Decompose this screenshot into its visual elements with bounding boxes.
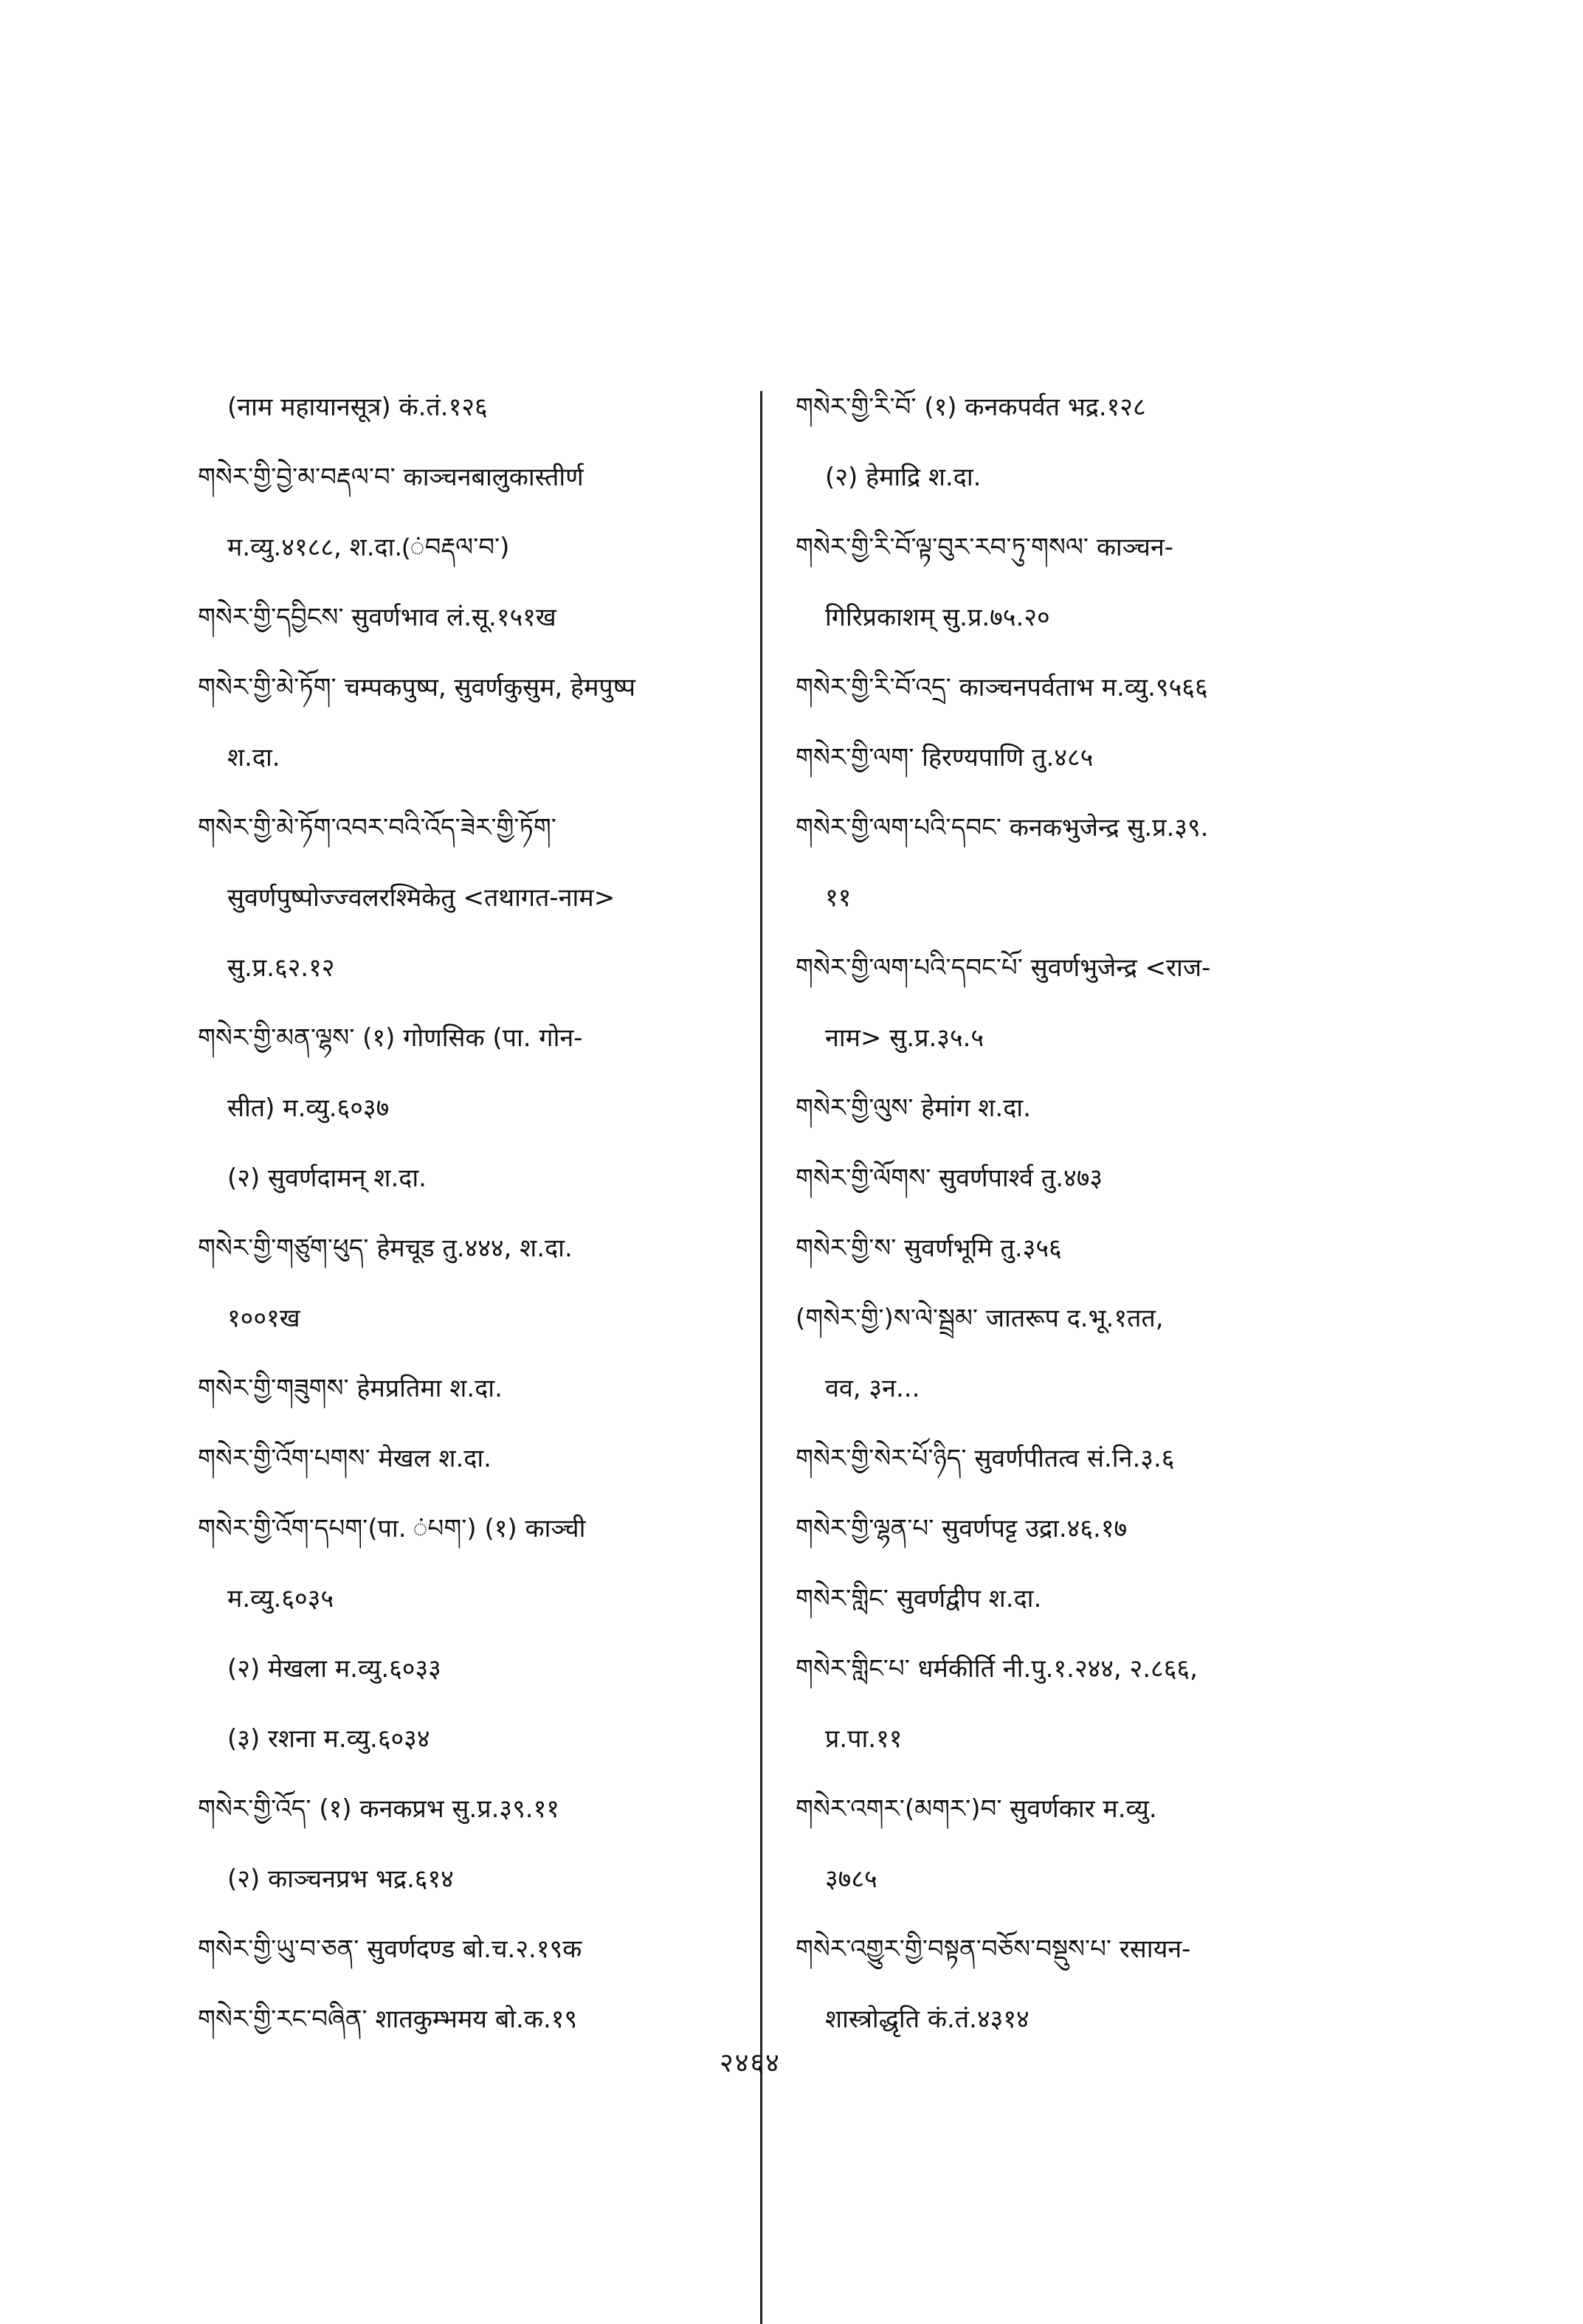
right-entry-line: གསེར་འགྱུར་གྱི་བསྟན་བཅོས་བསྡུས་པ་ रसायन-	[796, 1934, 1191, 1964]
left-entry-line: གསེར་གྱི་འོད་ (१) कनकप्रभ सु.प्र.३९.११	[198, 1794, 559, 1824]
right-column	[796, 373, 1386, 2055]
left-entry-line: གསེར་གྱི་མེ་ཏོག་འབར་བའི་འོད་ཟེར་གྱི་ཏོག་	[198, 813, 556, 843]
left-entry-line: श.दा.	[227, 743, 280, 772]
right-entry-line: वव, ३न...	[825, 1374, 920, 1403]
left-entry-line: གསེར་གྱི་མེ་ཏོག་ चम्पकपुष्प, सुवर्णकुसुम, हेमपुष्प	[198, 673, 636, 702]
left-entry-line: म.व्यु.६०३५	[227, 1584, 334, 1614]
left-entry-line: (नाम महायानसूत्र) कं.तं.१२६	[227, 392, 488, 422]
left-column	[198, 373, 759, 2055]
left-entry-line: (२) मेखला म.व्यु.६०३३	[227, 1654, 441, 1684]
left-entry-line: གསེར་གྱི་གཙུག་ཕུད་ हेमचूड तु.४४४, श.दा.	[198, 1234, 573, 1263]
right-entry-line: गिरिप्रकाशम् सु.प्र.७५.२०	[825, 603, 1050, 632]
right-entry-line: གསེར་གླིང་པ་ धर्मकीर्ति नी.पु.१.२४४, २.८६६,	[796, 1654, 1198, 1684]
right-entry-line: གསེར་གྱི་ལུས་ हेमांग श.दा.	[796, 1093, 1031, 1123]
left-entry-line: གསེར་གྱི་འོག་པགས་ मेखल श.दा.	[198, 1444, 492, 1473]
left-entry-line: (२) काञ्चनप्रभ भद्र.६१४	[227, 1864, 454, 1894]
left-entry-line: सीत) म.व्यु.६०३७	[227, 1093, 390, 1123]
left-entry-line: གསེར་གྱི་འོག་དཔག་(पा. ंཔག་) (१) काञ्ची	[198, 1514, 586, 1543]
right-entry-line: གསེར་གྱི་རི་བོ་འདྲ་ काञ्चनपर्वताभ म.व्यु.९५६६	[796, 673, 1208, 702]
right-entry-line: प्र.पा.११	[825, 1724, 903, 1754]
left-entry-line: सुवर्णपुष्पोज्ज्वलरश्मिकेतु <तथागत-नाम>	[227, 883, 615, 913]
left-entry-line: म.व्यु.४१८८, श.दा.(ंབརྡལ་བ་)	[227, 533, 510, 562]
left-entry-line: གསེར་གྱི་རང་བཞིན་ शातकुम्भमय बो.क.१९	[198, 2005, 578, 2034]
right-entry-line: གསེར་གྱི་རི་བོ་ (१) कनकपर्वत भद्र.१२८	[796, 392, 1146, 422]
right-entry-line: (གསེར་གྱི་)ས་ལེ་སྦྲམ་ जातरूप द.भू.१तत,	[796, 1304, 1164, 1333]
left-entry-line: གསེར་གྱི་ཡུ་བ་ཅན་ सुवर्णदण्ड बो.च.२.१९क	[198, 1934, 582, 1964]
right-entry-line: ११	[825, 883, 852, 913]
left-entry-line: གསེར་གྱི་གཟུགས་ हेमप्रतिमा श.दा.	[198, 1374, 503, 1403]
left-entry-line: सु.प्र.६२.१२	[227, 953, 335, 983]
page-number: २४६४	[720, 2048, 781, 2078]
left-entry-line: (२) सुवर्णदामन् श.दा.	[227, 1163, 427, 1193]
left-entry-line: १००१ख	[227, 1304, 300, 1333]
right-entry-line: གསེར་གྱི་ལོགས་ सुवर्णपार्श्व तु.४७३	[796, 1163, 1103, 1193]
right-entry-line: གསེར་གྱི་ལྷན་པ་ सुवर्णपट्ट उद्रा.४६.१७	[796, 1514, 1128, 1543]
column-divider	[760, 391, 762, 2324]
right-entry-line: གསེར་གྱི་སེར་པོ་ཉིད་ सुवर्णपीतत्व सं.नि.३.६	[796, 1444, 1175, 1473]
right-entry-line: གསེར་གྱི་ལག་པའི་དབང་པོ་ सुवर्णभुजेन्द्र <राज-	[796, 953, 1211, 983]
right-entry-line: གསེར་གྱི་ལག་ हिरण्यपाणि तु.४८५	[796, 743, 1094, 772]
right-entry-line: གསེར་གླིང་ सुवर्णद्वीप श.दा.	[796, 1584, 1042, 1614]
right-entry-line: གསེར་གྱི་རི་བོ་ལྟ་བུར་རབ་ཏུ་གསལ་ काञ्चन-	[796, 533, 1174, 562]
left-entry-line: གསེར་གྱི་དབྱིངས་ सुवर्णभाव लं.सू.१५१ख	[198, 603, 556, 632]
right-entry-line: नाम> सु.प्र.३५.५	[825, 1023, 984, 1053]
right-entry-line: शास्त्रोद्धृति कं.तं.४३१४	[825, 2005, 1030, 2034]
right-entry-line: གསེར་གྱི་ལག་པའི་དབང་ कनकभुजेन्द्र सु.प्र.३९.	[796, 813, 1209, 843]
left-entry-line: གསེར་གྱི་བྱེ་མ་བརྡལ་བ་ काञ्चनबालुकास्तीर्ण	[198, 463, 584, 492]
right-entry-line: (२) हेमाद्रि श.दा.	[825, 463, 982, 492]
left-entry-line: (३) रशना म.व्यु.६०३४	[227, 1724, 430, 1754]
left-entry-line: གསེར་གྱི་མན་ལྷས་ (१) गोणसिक (पा. गोन-	[198, 1023, 583, 1053]
right-entry-line: གསེར་གྱི་ས་ सुवर्णभूमि तु.३५६	[796, 1234, 1062, 1263]
right-entry-line: ३७८५	[825, 1864, 877, 1894]
right-entry-line: གསེར་འགར་(མགར་)བ་ सुवर्णकार म.व्यु.	[796, 1794, 1157, 1824]
